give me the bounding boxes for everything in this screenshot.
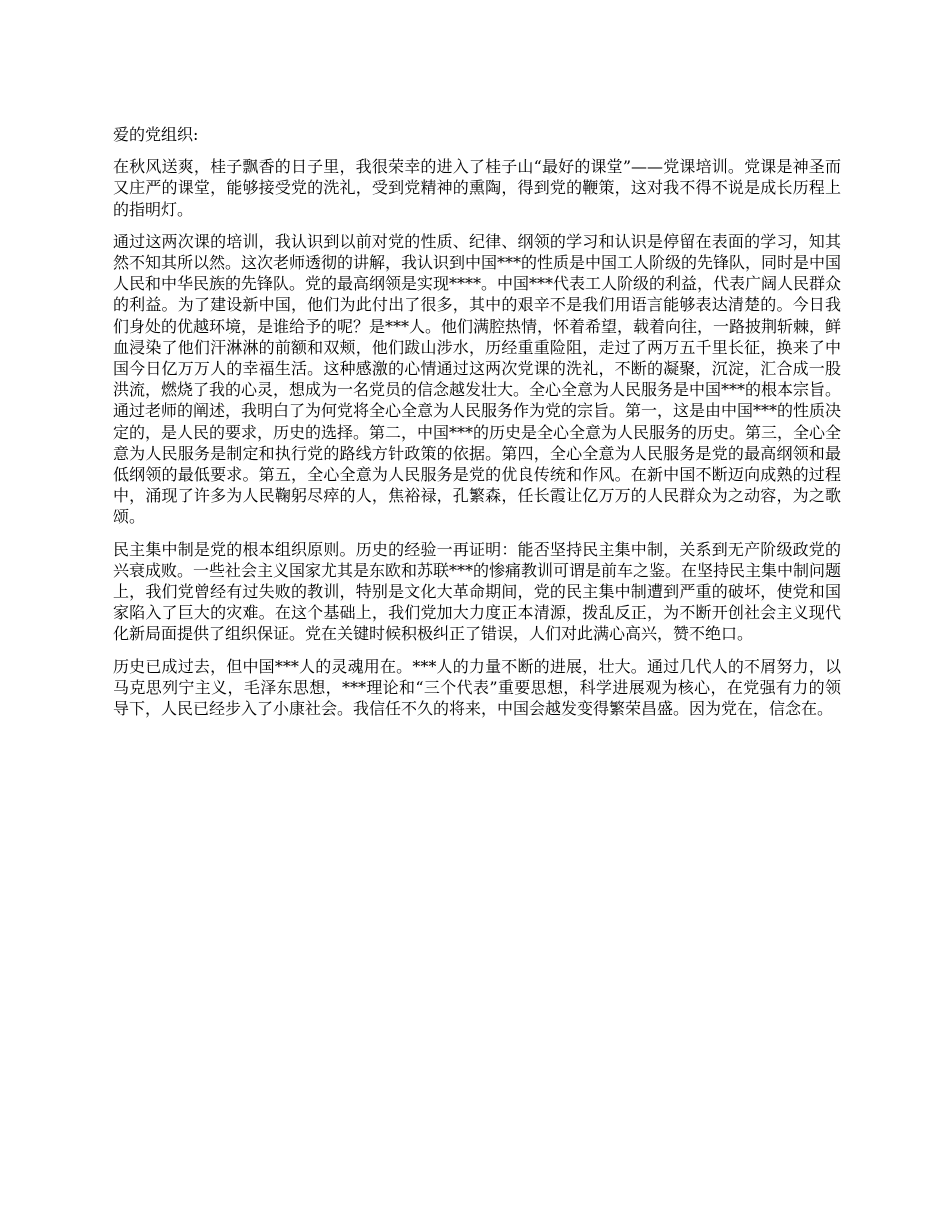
paragraph-conclusion: 历史已成过去，但中国***人的灵魂用在。***人的力量不断的进展，壮大。通过几代人的不屑努力，以马克思列宁主义，毛泽东思想，***理论和“三个代表”重要思想，科学进展观为核心，在党强有力的领导下，人民已经步入了小康社会。我信任不久的将来，中国会越发变得繁荣昌盛。因为党在，信念在。 [113, 656, 841, 719]
document-body [113, 124, 841, 730]
paragraph-party-nature: 通过这两次课的培训，我认识到以前对党的性质、纪律、纲领的学习和认识是停留在表面的学习，知其然不知其所以然。这次老师透彻的讲解，我认识到中国***的性质是中国工人阶级的先锋队，同时是中国人民和中华民族的先锋队。党的最高纲领是实现****。中国***代表工人阶级的利益，代表广阔人民群众的利益。为了建设新中国，他们为此付出了很多，其中的艰辛不是我们用语言能够表达清楚的。今日我们身处的优越环境，是谁给予的呢？是***人。他们满腔热情，怀着希望，载着向往，一路披荆斩棘，鲜血浸染了他们汗淋淋的前额和双颊，他们跋山涉水，历经重重险阻，走过了两万五千里长征，换来了中国今日亿万万人的幸福生活。这种感激的心情通过这两次党课的洗礼，不断的凝聚，沉淀，汇合成一股洪流，燃烧了我的心灵，想成为一名党员的信念越发壮大。全心全意为人民服务是中国***的根本宗旨。通过老师的阐述，我明白了为何党将全心全意为人民服务作为党的宗旨。第一，这是由中国***的性质决定的，是人民的要求，历史的选择。第二，中国***的历史是全心全意为人民服务的历史。第三，全心全意为人民服务是制定和执行党的路线方针政策的依据。第四，全心全意为人民服务是党的最高纲领和最低纲领的最低要求。第五，全心全意为人民服务是党的优良传统和作风。在新中国不断迈向成熟的过程中，涌现了许多为人民鞠躬尽瘁的人，焦裕禄，孔繁森，任长霞让亿万万的人民群众为之动容，为之歌颂。 [113, 231, 842, 527]
salutation: 爱的党组织: [113, 125, 199, 144]
paragraph-intro: 在秋风送爽，桂子飘香的日子里，我很荣幸的进入了桂子山“最好的课堂”——党课培训。党课是神圣而又庄严的课堂，能够接受党的洗礼，受到党精神的熏陶，得到党的鞭策，这对我不得不说是成长历程上的指明灯。 [113, 157, 841, 219]
paragraph-democratic-centralism: 民主集中制是党的根本组织原则。历史的经验一再证明：能否坚持民主集中制，关系到无产阶级政党的兴衰成败。一些社会主义国家尤其是东欧和苏联***的惨痛教训可谓是前车之鉴。在坚持民主集中制问题上，我们党曾经有过失败的教训，特别是文化大革命期间，党的民主集中制遭到严重的破坏，使党和国家陷入了巨大的灾难。在这个基础上，我们党加大力度正本清源，拨乱反正，为不断开创社会主义现代化新局面提供了组织保证。党在关键时候积极纠正了错误，人们对此满心高兴，赞不绝口。 [113, 539, 842, 644]
